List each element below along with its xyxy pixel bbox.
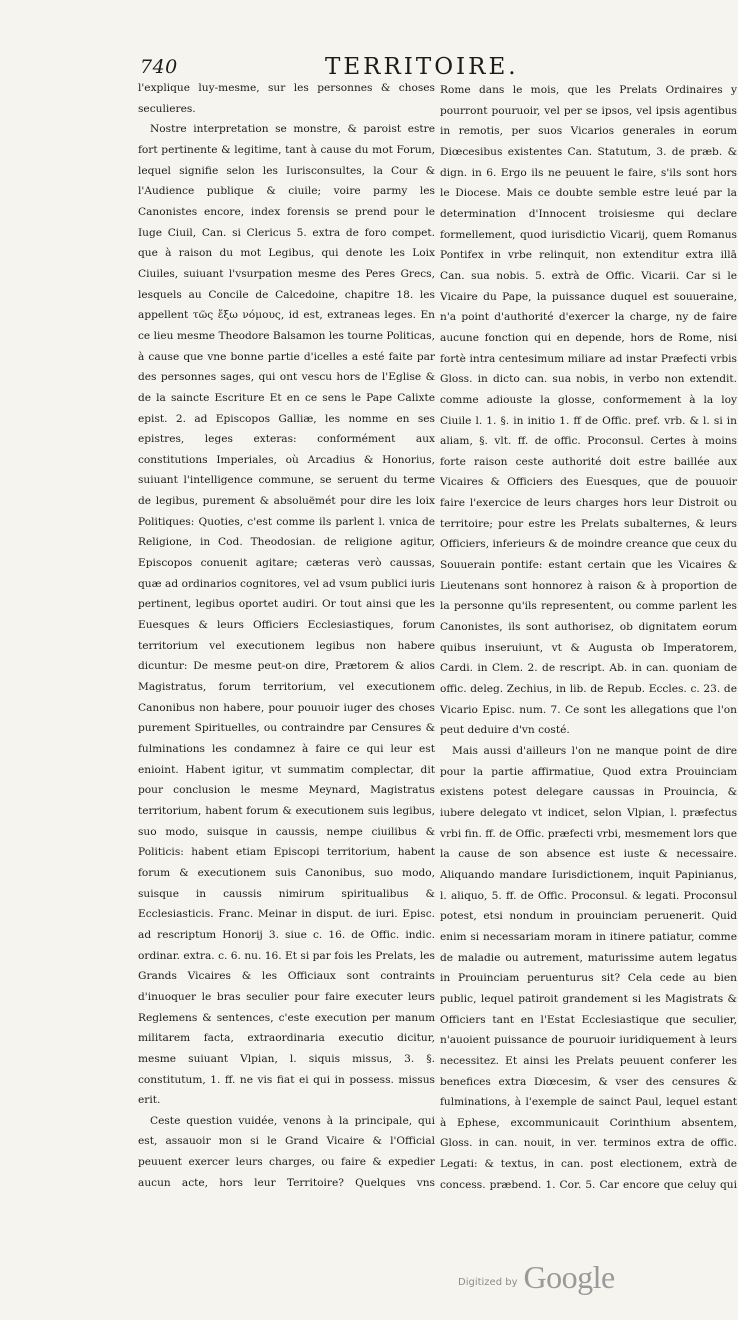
paragraph: Ceste question vuidée, venons à la principale, qui est, assauoir mon si le Grand Vicaire & l'Official peuuent exercer leurs charges, ou faire & expedier aucun acte, hors leur Territoire? Quelques vns [138,1114,435,1188]
page-number: 740 [140,56,178,78]
digitization-watermark [458,1256,658,1296]
left-text-column [138,78,435,1188]
digitized-by-label: Digitized by [458,1277,518,1288]
right-text-column [440,80,737,1190]
paragraph: Nostre interpretation se monstre, & paroist estre fort pertinente & legitime, tant à cause du mot Forum, lequel signifie selon les Iurisconsultes, la Cour & l'Audience publique & ciuile; voire parmy les Canonistes encore, index forensis se prend pour le Iuge Ciuil, Can. si Clericus 5. extra de foro compet. que à raison du mot Legibus, qui denote les Loix Ciuiles, suiuant l'vsurpation mesme des Peres Grecs, lesquels au Concile de Calcedoine, chapitre 18. les appellent τῶς ἔξω νόμους, id est, extraneas leges. En ce lieu mesme Theodore Balsamon les tourne Politicas, à cause que vne bonne partie d'icelles a esté faite par des personnes sages, qui ont vescu hors de l'Eglise & de la saincte Escriture Et en ce sens le Pape Calixte epist. 2. ad Episcopos Galliæ, les nomme en ses epistres, leges exteras: conformément aux constitutions Imperiales, où Arcadius & Honorius, suiuant l'intelligence commune, se seruent du terme de legibus, purement & absoluëmét pour dire les loix Politiques: Quoties, c'est comme ils parlent l. vnica de Religione, in Cod. Theodosian. de religione agitur, Episcopos conuenit agitare; cæteras verò caussas, quæ ad ordinarios cognitores, vel ad vsum publici iuris pertinent, legibus oportet audiri. Or tout ainsi que les Euesques & leurs Officiers Ecclesiastiques, forum territorium vel executionem legibus non habere dicuntur: De mesme peut-on dire, Prætorem & alios Magistratus, forum territorium, vel executionem Canonibus non habere, pour pouuoir iuger des choses purement Spirituelles, ou contraindre par Censures & fulminations les condamnez à faire ce qui leur est enioint. Habent igitur, vt summatim complectar, dit pour conclusion le mesme Meynard, Magistratus territorium, habent forum & executionem suis legibus, suo modo, suisque in caussis, nempe ciuilibus & Politicis: habent etiam Episcopi territorium, habent forum & executionem suis Canonibus, suo modo, suisque in caussis nimirum spiritualibus & Ecclesiasticis. Franc. Meinar in disput. de iuri. Episc. ad rescriptum Honorij 3. siue c. 16. de Offic. indic. ordinar. extra. c. 6. nu. 16. Et si par fois les Prelats, les Grands Vicaires & les Officiaux sont contraints d'inuoquer le bras seculier pour faire executer leurs Reglemens & sentences, c'este execution per manum militarem facta, extraordinaria executio dicitur, mesme suiuant Vlpian, l. siquis missus, 3. §. constitutum, 1. ff. ne vis fiat ei qui in possess. missus erit. [138,123,435,1107]
google-logo: Google [523,1259,615,1295]
paragraph: Mais aussi d'ailleurs l'on ne manque point de dire pour la partie affirmatiue, Quod extra Prouinciam existens potest delegare caussas in Prouincia, & iubere delegato vt indicet, selon Vlpian, l. præfectus vrbi fin. ff. de Offic. præfecti vrbi, mesmement lors que la cause de son absence est iuste & necessaire. Aliquando mandare Iurisdictionem, inquit Papinianus, l. aliquo, 5. ff. de Offic. Proconsul. & legati. Proconsul potest, etsi nondum in prouinciam peruenerit. Quid enim si necessariam moram in itinere patiatur, comme de maladie ou autrement, maturissime autem legatus in Prouinciam peruenturus sit? Cela cede au bien public, lequel patiroit grandement si les Magistrats & Officiers tant en l'Estat Ecclesiastique que seculier, n'auoient puissance de pouruoir iuridiquement à leurs necessitez. Et ainsi les Prelats peuuent conferer les benefices extra Diœcesim, & vser des censures & fulminations, à l'exemple de sainct Paul, lequel estant à Ephese, excommunicauit Corinthium absentem, Gloss. in can. nouit, in ver. terminos extra de offic. Legati: & textus, in can. post electionem, extrà de concess. præbend. 1. Cor. 5. Car encore que celuy qui [440,745,737,1190]
running-title: TERRITOIRE. [325,54,519,80]
paragraph: l'explique luy-mesme, sur les personnes & choses seculieres. [138,82,435,115]
paragraph: Rome dans le mois, que les Prelats Ordinaires y pourront pouruoir, vel per se ipsos, vel ipsis agentibus in remotis, per suos Vicarios generales in eorum Diœcesibus existentes Can. Statutum, 3. de præb. & dign. in 6. Ergo ils ne peuuent le faire, s'ils sont hors le Diocese. Mais ce doubte semble estre leué par la determination d'Innocent troisiesme qui declare formellement, quod iurisdictio Vicarij, quem Romanus Pontifex in vrbe relinquit, non extenditur extra illā Can. sua nobis. 5. extrà de Offic. Vicarii. Car si le Vicaire du Pape, la puissance duquel est souueraine, n'a point d'authorité d'exercer la charge, ny de faire aucune fonction qui en depende, hors de Rome, nisi fortè intra centesimum miliare ad instar Præfecti vrbis Gloss. in dicto can. sua nobis, in verbo non extendit. comme adiouste la glosse, conformement à la loy Ciuile l. 1. §. in initio 1. ff de Offic. pref. vrb. & l. si in aliam, §. vlt. ff. de offic. Proconsul. Certes à moins forte raison ceste authorité doit estre baillée aux Vicaires & Officiers des Euesques, que de pouuoir faire l'exercice de leurs charges hors leur Distroit ou territoire; pour estre les Prelats subalternes, & leurs Officiers, inferieurs & de moindre creance que ceux du Souuerain pontife: estant certain que les Vicaires & Lieutenans sont honnorez à raison & à proportion de la personne qu'ils representent, ou comme parlent les Canonistes, ils sont authorisez, ob dignitatem eorum quibus inseruiunt, vt & Augusta ob Imperatorem, Cardi. in Clem. 2. de rescript. Ab. in can. quoniam de offic. deleg. Zechius, in lib. de Repub. Eccles. c. 23. de Vicario Episc. num. 7. Ce sont les allegations que l'on peut deduire d'vn costé. [440,84,737,737]
